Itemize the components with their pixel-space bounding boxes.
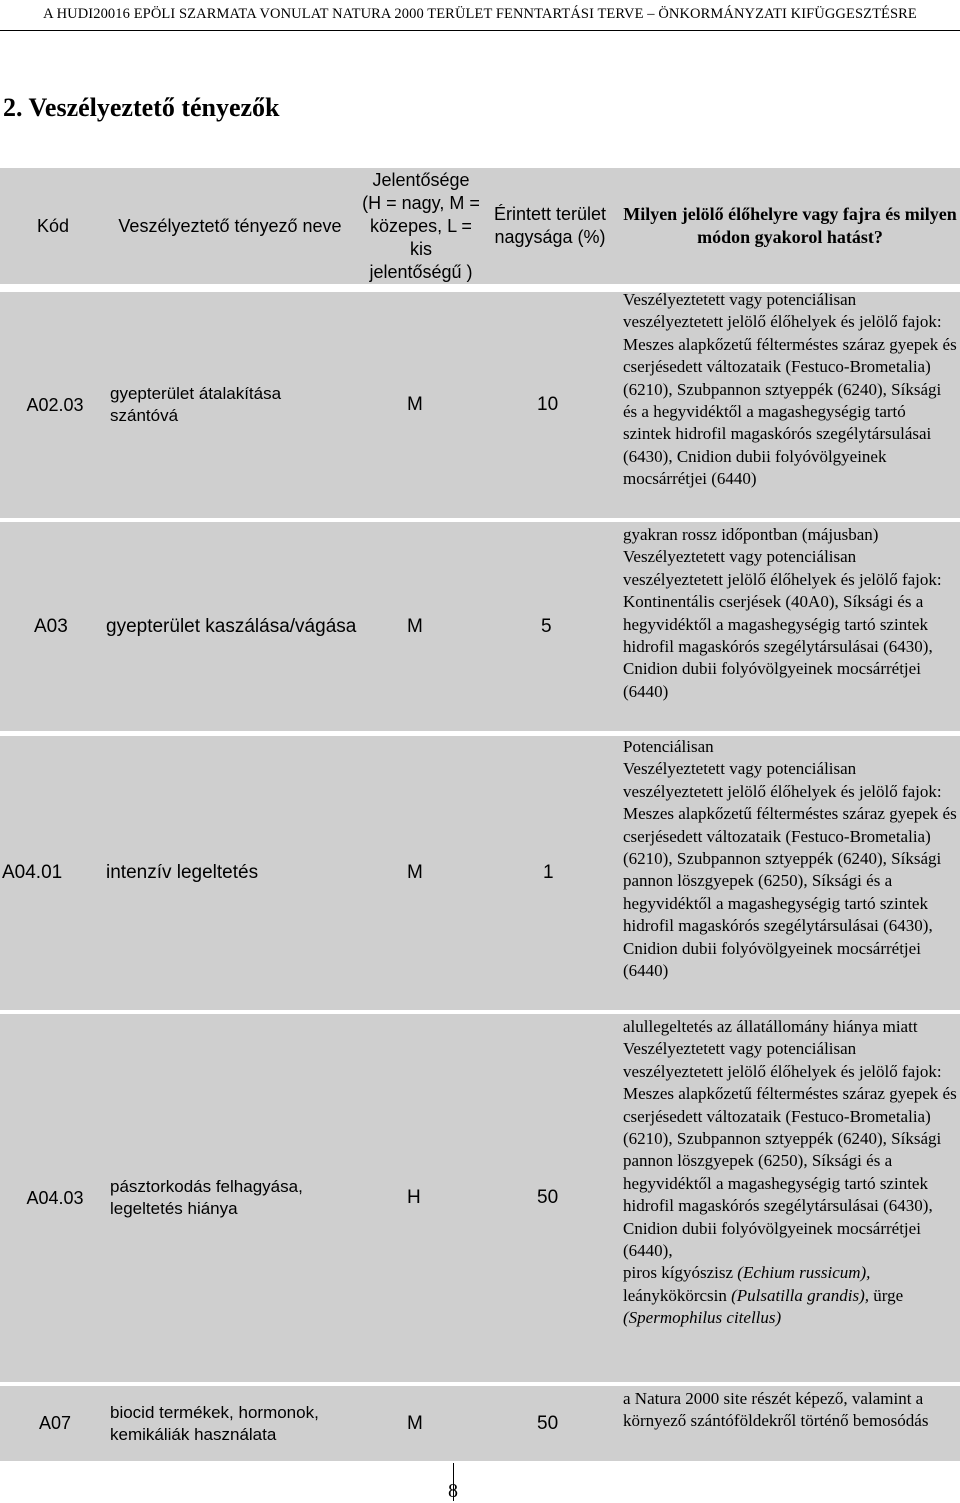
row-threat-name: pásztorkodás felhagyása, legeltetés hiánya xyxy=(110,1177,303,1218)
row-effect xyxy=(623,736,957,982)
row-code: A04.03 xyxy=(26,1187,84,1208)
row-effect xyxy=(623,1388,933,1433)
section-title: 2. Veszélyeztető tényezők xyxy=(3,93,280,122)
species-latin-name: (Spermophilus citellus) xyxy=(623,1308,782,1328)
row-threat-name: gyepterület átalakítása szántóvá xyxy=(110,384,282,425)
species-latin-name: (Echium russicum), xyxy=(737,1263,871,1283)
species-name: piros kígyószisz xyxy=(623,1263,734,1283)
row-significance: M xyxy=(407,394,423,415)
row-affected-area: 5 xyxy=(541,615,552,637)
row-affected-area: 50 xyxy=(537,1187,559,1208)
row-effect xyxy=(623,289,957,491)
row-affected-area: 50 xyxy=(537,1412,559,1434)
effect-text: Veszélyeztetett vagy potenciálisan veszélyeztetett jelölő élőhelyek és jelölő fajok: Kontinentális cserjések (40A0), Síksági és a hegyvidéktől a magashegységig tartó szintek hidrofil magaskórós szegélytársulásai (6430), Cnidion dubii folyóvölgyeinek mocsárrétjei (6440) xyxy=(623,547,942,701)
page-number: 8 xyxy=(448,1480,458,1502)
document-header: A HUDI20016 EPÖLI SZARMATA VONULAT NATURA 2000 TERÜLET FENNTARTÁSI TERVE – ÖNKORMÁNYZATI KIFÜGGESZTÉSRE xyxy=(43,6,917,22)
effect-text: Veszélyeztetett vagy potenciálisan veszélyeztetett jelölő élőhelyek és jelölő fajok: Meszes alapkőzetű félterméstes száraz gyepek és cserjésedett változataik (Festuco-Brometalia) (6210), Szubpannon sztyeppék (6240), Síksági és a hegyvidéktől a magashegységig tartó szintek hidrofil magaskórós szegélytársulásai (6430), Cnidion dubii folyóvölgyeinek mocsárrétjei (6440) xyxy=(623,290,957,489)
header-threat-name: Veszélyeztető tényező neve xyxy=(118,215,342,236)
row-threat-name: gyepterület kaszálása/vágása xyxy=(106,615,357,637)
effect-text: Veszélyeztetett vagy potenciálisan veszélyeztetett jelölő élőhelyek és jelölő fajok: Meszes alapkőzetű félterméstes száraz gyepek és cserjésedett változataik (Festuco-Brometalia) (6210), Szubpannon sztyeppék (6240), Síksági pannon löszgyepek (6250), Síksági és a hegyvidéktől a magashegységig tartó szintek hidrofil magaskórós szegélytársulásai (6430), Cnidion dubii folyóvölgyeinek mocsárrétjei (6440), xyxy=(623,1039,957,1261)
row-significance: M xyxy=(407,1412,423,1434)
row-affected-area: 10 xyxy=(537,394,559,415)
header-code: Kód xyxy=(36,215,70,236)
species-name: leánykökörcsin xyxy=(623,1285,727,1305)
row-code: A03 xyxy=(34,615,68,637)
row-significance: M xyxy=(407,862,423,883)
header-affected-area: Érintett terület nagysága (%) xyxy=(493,204,607,247)
species-list xyxy=(623,1262,957,1329)
row-effect xyxy=(623,524,957,703)
row-significance: H xyxy=(407,1187,421,1208)
species-name: ürge xyxy=(873,1285,904,1305)
effect-intro: alullegeltetés az állatállomány hiánya miatt xyxy=(623,1017,918,1036)
header-effect: Milyen jelölő élőhelyre vagy fajra és milyen módon gyakorol hatást? xyxy=(623,204,957,247)
effect-intro: gyakran rossz időpontban (májusban) xyxy=(623,525,879,544)
row-code: A07 xyxy=(38,1413,72,1433)
row-code: A02.03 xyxy=(26,394,84,415)
row-significance: M xyxy=(407,615,423,637)
header-significance: Jelentősége (H = nagy, M = közepes, L = kis jelentőségű ) xyxy=(362,169,480,282)
effect-text: a Natura 2000 site részét képező, valamint a környező szántóföldekről történő bemosódás xyxy=(623,1389,929,1431)
header-divider xyxy=(0,30,960,31)
row-effect xyxy=(623,1016,957,1330)
effect-text: Veszélyeztetett vagy potenciálisan veszélyeztetett jelölő élőhelyek és jelölő fajok: Meszes alapkőzetű félterméstes száraz gyepek és cserjésedett változataik (Festuco-Brometalia) (6210), Szubpannon sztyeppék (6240), Síksági pannon löszgyepek (6250), Síksági és a hegyvidéktől a magashegységig tartó szintek hidrofil magaskórós szegélytársulásai (6430), Cnidion dubii folyóvölgyeinek mocsárrétjei (6440) xyxy=(623,759,957,981)
row-threat-name: biocid termékek, hormonok, kemikáliák használata xyxy=(110,1402,319,1444)
effect-intro: Potenciálisan xyxy=(623,737,714,756)
row-affected-area: 1 xyxy=(543,862,554,883)
row-code: A04.01 xyxy=(2,862,63,883)
row-threat-name: intenzív legeltetés xyxy=(106,862,259,883)
species-latin-name: (Pulsatilla grandis), xyxy=(731,1285,870,1305)
